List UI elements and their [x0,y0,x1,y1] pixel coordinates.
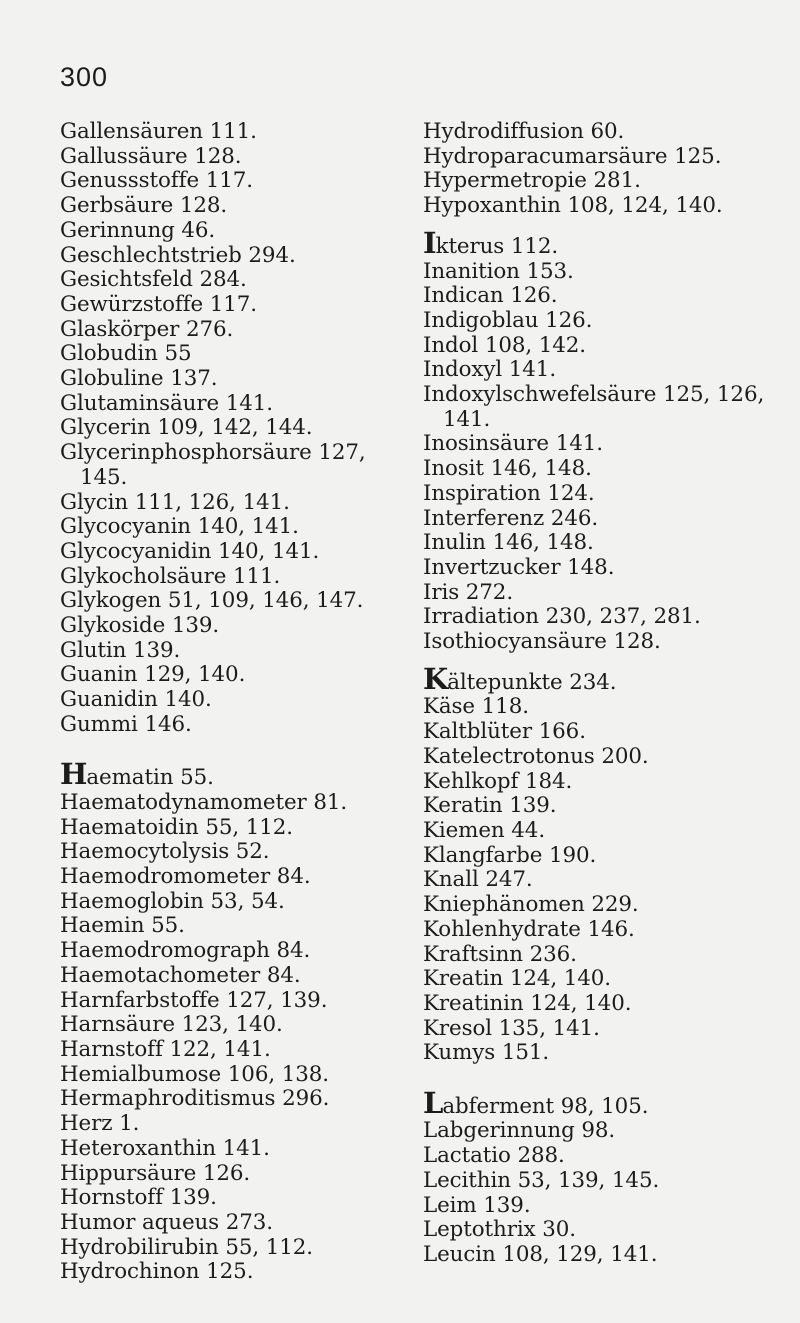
index-entry [423,630,795,655]
index-entry-text: Invertzucker 148. [423,554,615,580]
index-entry [423,720,795,745]
index-entry-text: Guanidin 140. [60,687,212,713]
index-entry [423,1218,795,1243]
index-entry [60,939,390,964]
index-entry-text: Glycerin 109, 142, 144. [60,415,313,441]
index-entry-text: Glycocyanin 140, 141. [60,514,299,540]
index-entry [60,293,390,318]
index-entry-continuation [423,408,795,433]
index-entry-text: Indol 108, 142. [423,332,586,358]
index-entry [60,865,390,890]
index-entry-text: Indigoblau 126. [423,307,593,333]
index-entry-text: Geschlechtstrieb 294. [60,242,296,268]
index-entry [423,967,795,992]
index-entry-text: Guanin 129, 140. [60,662,246,688]
index-entry-text: Hypoxanthin 108, 124, 140. [423,193,723,219]
index-entry-text: Kiemen 44. [423,817,546,843]
index-entry-text: Globuline 137. [60,366,218,392]
index-entry [423,1169,795,1194]
index-entry [60,663,390,688]
index-entry-text: Glycocyanidin 140, 141. [60,538,320,564]
index-entry [60,194,390,219]
index-entry [60,816,390,841]
index-entry [423,581,795,606]
index-entry-text: Inosinsäure 141. [423,431,603,457]
index-entry-text: Harnstoff 122, 141. [60,1037,271,1062]
index-entry [423,695,795,720]
index-entry [423,145,795,170]
index-entry [423,194,795,219]
index-entry-text: Gesichtsfeld 284. [60,267,247,293]
index-entry [423,992,795,1017]
index-entry [60,1260,390,1285]
index-entry [423,794,795,819]
index-entry [60,540,390,565]
index-entry-text: Kreatin 124, 140. [423,966,611,992]
index-entry-text: Kumys 151. [423,1040,550,1066]
index-entry-text: Indoxyl 141. [423,357,557,383]
index-entry-text: Gerbsäure 128. [60,193,228,219]
index-entry [60,639,390,664]
index-entry [60,713,390,738]
index-column-left [60,120,390,1285]
index-entry-text: Labgerinnung 98. [423,1118,616,1144]
index-entry-text: Harnsäure 123, 140. [60,1012,283,1038]
index-entry [423,893,795,918]
index-entry-text: Gerinnung 46. [60,217,216,243]
index-entry [423,225,795,260]
index-entry [423,309,795,334]
index-entry-text: Glycin 111, 126, 141. [60,489,290,515]
index-entry [423,819,795,844]
index-entry [423,383,795,408]
index-entry-text: Hydroparacumarsäure 125. [423,143,722,169]
index-entry [60,964,390,989]
index-entry [423,358,795,383]
section-gap [60,738,390,763]
section-gap [423,219,795,231]
index-entry [423,507,795,532]
index-entry [423,605,795,630]
index-entry [423,918,795,943]
index-entry-text: Indican 126. [423,283,558,309]
index-entry-text: Leucin 108, 129, 141. [423,1241,658,1267]
index-entry [60,318,390,343]
index-entry-text: kterus 112. [435,233,559,259]
index-entry [60,441,390,466]
index-entry [60,1038,390,1063]
index-column-right [423,120,795,1268]
index-entry-text: Leim 139. [423,1192,531,1218]
section-initial: K [423,661,448,696]
index-entry-text: Gummi 146. [60,711,192,737]
index-entry [60,416,390,441]
index-entry-text: Gallussäure 128. [60,143,242,169]
section-initial: L [423,1085,443,1120]
index-entry [423,1144,795,1169]
index-entry [60,914,390,939]
index-entry [60,268,390,293]
index-entry [423,1243,795,1268]
index-entry-text: Inspiration 124. [423,480,595,506]
index-entry-text: Glutin 139. [60,637,181,663]
index-entry [60,614,390,639]
index-entry-text: 145. [80,464,128,490]
index-entry [60,515,390,540]
index-entry-text: Hermaphroditismus 296. [60,1086,330,1112]
index-entry [423,284,795,309]
index-entry-text: Käse 118. [423,694,529,720]
index-entry [60,989,390,1014]
index-entry [60,1112,390,1137]
index-entry-text: Herz 1. [60,1111,140,1137]
index-entry [423,1017,795,1042]
index-entry-text: Kaltblüter 166. [423,719,586,745]
index-entry-text: Humor aqueus 273. [60,1209,273,1235]
index-entry [423,868,795,893]
index-entry-text: Haemodromograph 84. [60,938,311,964]
index-entry [60,757,390,792]
index-entry [60,791,390,816]
index-entry-text: Hornstoff 139. [60,1185,217,1211]
index-entry-text: Glykogen 51, 109, 146, 147. [60,588,364,614]
index-entry-text: Isothiocyansäure 128. [423,629,661,655]
index-entry-text: Haemoglobin 53, 54. [60,888,285,914]
index-entry [60,1236,390,1261]
index-entry [60,1063,390,1088]
index-entry-text: Kohlenhydrate 146. [423,916,635,942]
index-entry [423,457,795,482]
index-entry-text: Irradiation 230, 237, 281. [423,604,701,630]
index-entry [423,432,795,457]
index-entry-text: Inosit 146, 148. [423,456,592,482]
index-entry-text: Hydrochinon 125. [60,1259,254,1285]
index-entry [60,1013,390,1038]
index-entry [60,342,390,367]
index-entry [423,1041,795,1066]
index-entry-text: Keratin 139. [423,793,557,819]
index-entry-text: Globudin 55 [60,341,192,367]
index-entry-text: Kresol 135, 141. [423,1015,600,1041]
index-entry-text: 141. [443,406,491,432]
index-entry [423,260,795,285]
index-entry-text: Haemotachometer 84. [60,962,301,988]
index-entry-text: Genussstoffe 117. [60,168,253,194]
index-entry [60,1137,390,1162]
index-entry-text: Hippursäure 126. [60,1160,251,1186]
index-entry [423,1085,795,1120]
index-entry-text: Kehlkopf 184. [423,768,573,794]
index-entry-text: Kreatinin 124, 140. [423,990,632,1016]
index-entry-text: Hydrobilirubin 55, 112. [60,1234,314,1260]
index-entry-text: Gallensäuren 111. [60,119,257,144]
index-entry-text: Haemodromometer 84. [60,864,311,890]
index-entry [423,943,795,968]
index-entry [60,145,390,170]
index-entry [423,661,795,696]
index-entry-text: Gewürzstoffe 117. [60,291,257,317]
section-gap [423,655,795,667]
index-entry [60,890,390,915]
index-entry-text: Haematodynamometer 81. [60,789,348,815]
index-entry-continuation [60,466,390,491]
index-entry-text: Glaskörper 276. [60,316,234,342]
index-entry [423,531,795,556]
index-entry-text: Kraftsinn 236. [423,941,577,967]
index-entry-text: Haematoidin 55, 112. [60,814,293,840]
index-entry [60,589,390,614]
index-entry [60,688,390,713]
index-entry-text: Lactatio 288. [423,1143,565,1169]
section-initial: I [423,225,436,260]
index-entry [60,1087,390,1112]
index-entry-text: Lecithin 53, 139, 145. [423,1167,660,1193]
index-entry-text: Hydrodiffusion 60. [423,119,625,144]
index-entry [60,1211,390,1236]
index-entry [423,334,795,359]
index-entry [423,1194,795,1219]
index-entry-text: Glykoside 139. [60,613,220,639]
index-entry [60,219,390,244]
index-entry [423,844,795,869]
index-entry [60,367,390,392]
index-entry [60,1186,390,1211]
index-entry-text: Glutaminsäure 141. [60,390,273,416]
index-entry-text: Katelectrotonus 200. [423,743,649,769]
index-entry-text: Glykocholsäure 111. [60,563,281,589]
index-entry [60,244,390,269]
index-entry [60,169,390,194]
index-entry-text: abferment 98, 105. [442,1093,649,1119]
index-entry [423,745,795,770]
index-entry-text: Leptothrix 30. [423,1217,576,1243]
index-entry [60,840,390,865]
index-entry [60,491,390,516]
index-entry-text: Haemocytolysis 52. [60,839,270,865]
section-gap [423,1066,795,1091]
index-entry [60,392,390,417]
index-entry-text: Interferenz 246. [423,505,599,531]
index-entry [423,1119,795,1144]
index-entry-text: Inanition 153. [423,258,574,284]
index-entry-text: Haemin 55. [60,913,185,939]
index-entry-text: Hypermetropie 281. [423,168,641,194]
index-entry-text: Inulin 146, 148. [423,530,594,556]
index-entry-text: Heteroxanthin 141. [60,1135,270,1161]
index-entry [423,169,795,194]
index-entry-text: Kniephänomen 229. [423,892,639,918]
index-entry-text: Harnfarbstoffe 127, 139. [60,987,328,1013]
index-entry [423,556,795,581]
index-entry-text: Glycerinphosphorsäure 127, [60,440,366,466]
section-initial: H [60,757,87,792]
index-entry-text: Hemialbumose 106, 138. [60,1061,329,1087]
index-entry-text: aematin 55. [86,765,214,791]
index-entry-text: Iris 272. [423,579,514,605]
index-entry-text: Klangfarbe 190. [423,842,597,868]
index-entry-text: Indoxylschwefelsäure 125, 126, [423,382,765,408]
index-entry-text: ältepunkte 234. [447,669,617,695]
index-entry-text: Knall 247. [423,867,533,893]
index-entry [423,482,795,507]
page-number: 300 [60,62,109,92]
index-entry [60,565,390,590]
index-entry [423,120,795,145]
index-entry [60,120,390,145]
index-entry [423,770,795,795]
index-entry [60,1162,390,1187]
